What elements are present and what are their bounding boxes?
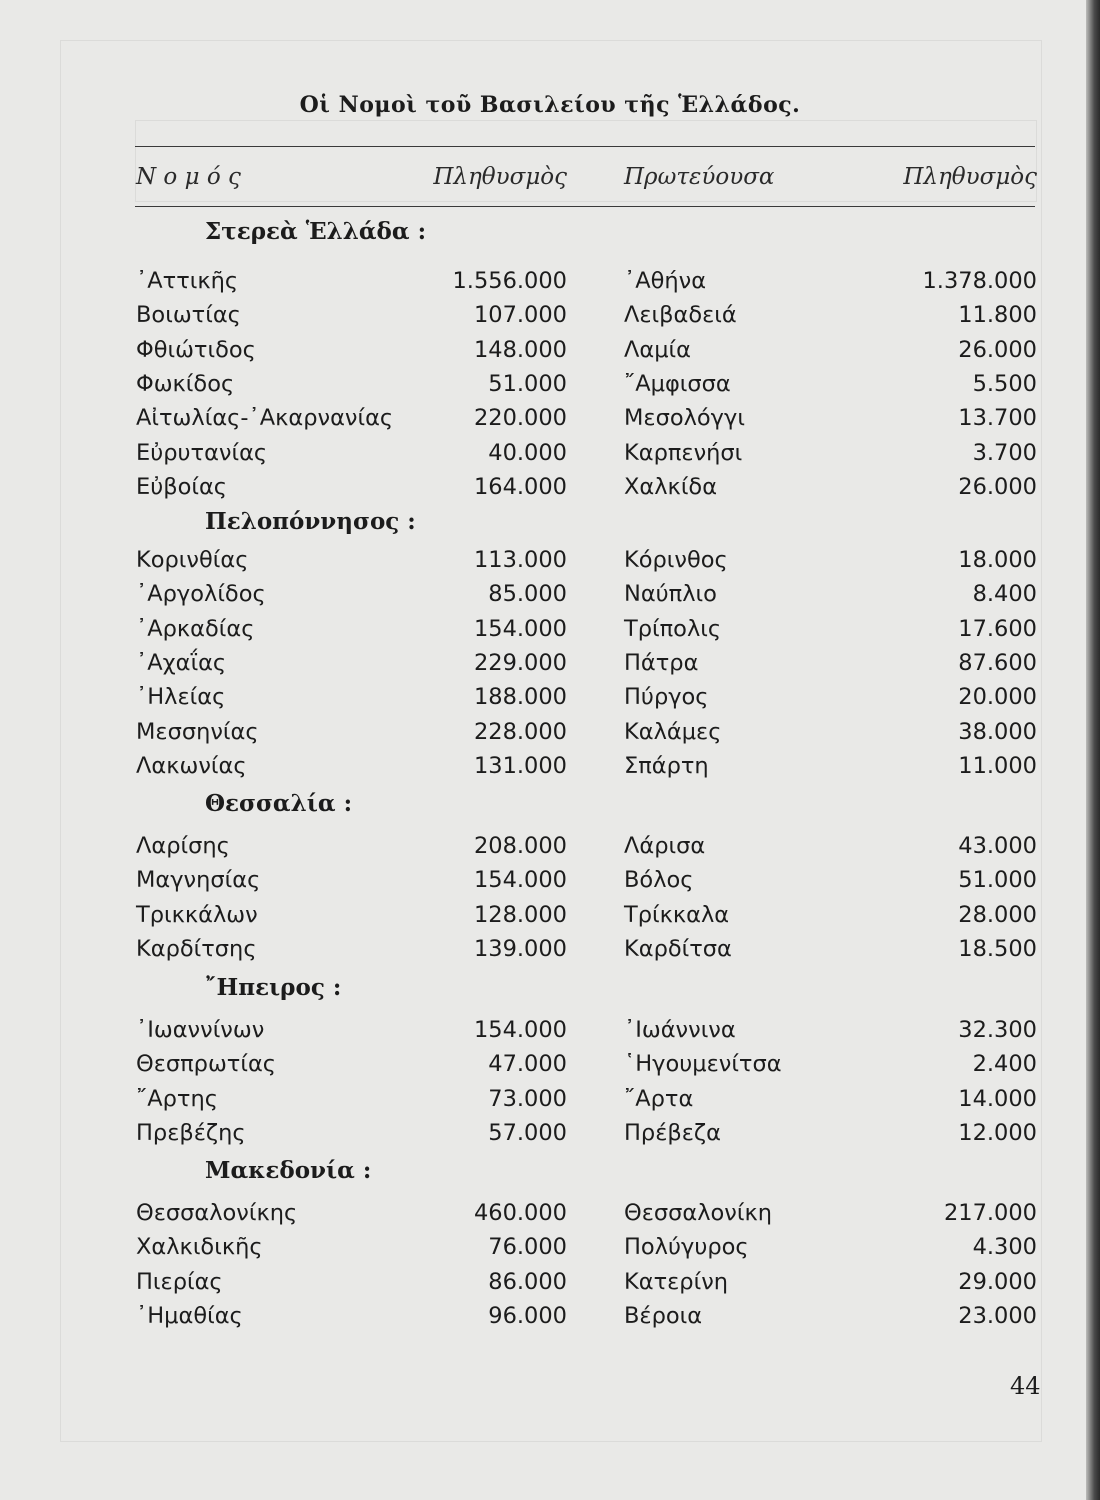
prefecture-population: 76.000 — [488, 1234, 567, 1261]
page-edge-shadow — [1086, 0, 1100, 1500]
capital-population: 38.000 — [958, 718, 1037, 745]
capital-name: Τρίπολις — [624, 615, 722, 642]
prefecture-name: Φθιώτιδος — [136, 336, 256, 363]
capital-population: 29.000 — [958, 1268, 1037, 1295]
section-heading: Θεσσαλία : — [205, 790, 353, 817]
capital-population: 14.000 — [958, 1085, 1037, 1112]
prefecture-population: 40.000 — [488, 439, 567, 466]
capital-population: 18.500 — [958, 935, 1037, 962]
header-plithysmos: Πληθυσμὸς — [433, 164, 567, 190]
capital-population: 217.000 — [943, 1200, 1037, 1226]
capital-population: 1.378.000 — [922, 268, 1037, 294]
prefecture-name: Λακωνίας — [136, 752, 247, 779]
prefecture-name: ᾿Ηλείας — [136, 684, 226, 711]
capital-name: Καλάμες — [624, 718, 722, 745]
capital-population: 8.400 — [972, 581, 1037, 608]
prefecture-population: 51.000 — [488, 370, 567, 397]
prefecture-population: 220.000 — [473, 405, 567, 432]
capital-name: Κόρινθος — [624, 547, 728, 573]
prefecture-name: Χαλκιδικῆς — [136, 1234, 263, 1261]
prefecture-population: 229.000 — [473, 649, 567, 676]
capital-name: Χαλκίδα — [624, 473, 718, 500]
prefecture-name: Τρικκάλων — [136, 901, 258, 928]
capital-population: 51.000 — [958, 867, 1037, 894]
prefecture-name: Εὐρυτανίας — [136, 439, 268, 466]
capital-name: ᾿Ιωάννινα — [624, 1017, 736, 1043]
prefecture-name: Πρεβέζης — [136, 1119, 246, 1146]
prefecture-name: ᾿Αρκαδίας — [136, 615, 255, 642]
section-heading: ῎Ηπειρος : — [205, 974, 342, 1001]
capital-population: 12.000 — [958, 1119, 1037, 1146]
capital-name: Πρέβεζα — [624, 1119, 721, 1146]
prefecture-population: 131.000 — [473, 752, 567, 779]
capital-population: 3.700 — [972, 439, 1037, 466]
prefecture-name: Μαγνησίας — [136, 867, 261, 894]
capital-population: 87.600 — [958, 649, 1037, 676]
prefecture-name: Αἰτωλίας-᾿Ακαρνανίας — [136, 405, 394, 432]
capital-name: ῎Αμφισσα — [624, 370, 731, 397]
header-top-rule — [135, 146, 1035, 147]
capital-population: 11.000 — [958, 752, 1037, 779]
prefecture-name: Μεσσηνίας — [136, 718, 259, 745]
prefecture-name: Καρδίτσης — [136, 935, 257, 962]
prefecture-population: 57.000 — [488, 1119, 567, 1146]
section-heading: Στερεὰ Ἑλλάδα : — [205, 218, 427, 245]
prefecture-name: ᾿Ιωαννίνων — [136, 1017, 265, 1043]
capital-name: Βόλος — [624, 867, 694, 894]
capital-name: Βέροια — [624, 1302, 703, 1329]
prefecture-population: 154.000 — [473, 615, 567, 642]
prefecture-population: 139.000 — [473, 935, 567, 962]
prefecture-population: 208.000 — [473, 833, 567, 859]
page-title: Οἱ Νομοὶ τοῦ Βασιλείου τῆς Ἑλλάδος. — [299, 92, 801, 118]
prefecture-name: ᾿Αργολίδος — [136, 581, 266, 608]
capital-name: Λειβαδειά — [624, 302, 737, 329]
capital-population: 13.700 — [958, 405, 1037, 432]
prefecture-population: 113.000 — [473, 547, 567, 573]
prefecture-name: ᾿Αττικῆς — [136, 268, 239, 294]
prefecture-population: 460.000 — [473, 1200, 567, 1226]
capital-name: Τρίκκαλα — [624, 901, 730, 928]
prefecture-name: ᾿Αχαΐας — [136, 649, 227, 676]
capital-name: Σπάρτη — [624, 752, 709, 779]
capital-name: Καρπενήσι — [624, 439, 743, 466]
section-heading: Μακεδονία : — [205, 1157, 372, 1184]
capital-name: ᾿Αθήνα — [624, 268, 707, 294]
prefecture-name: Εὐβοίας — [136, 473, 228, 500]
capital-population: 23.000 — [958, 1302, 1037, 1329]
prefecture-population: 148.000 — [473, 336, 567, 363]
capital-population: 28.000 — [958, 901, 1037, 928]
header-plithysmos-city: Πληθυσμὸς — [903, 164, 1037, 190]
prefecture-name: Θεσσαλονίκης — [136, 1200, 298, 1226]
capital-name: Ναύπλιο — [624, 581, 717, 608]
prefecture-population: 228.000 — [473, 718, 567, 745]
capital-name: ῎Αρτα — [624, 1085, 694, 1112]
page-number: 44 — [1010, 1372, 1041, 1400]
capital-population: 43.000 — [958, 833, 1037, 859]
capital-name: Κατερίνη — [624, 1268, 729, 1295]
capital-name: Μεσολόγγι — [624, 405, 745, 432]
prefecture-name: Πιερίας — [136, 1268, 223, 1295]
capital-name: Θεσσαλονίκη — [624, 1200, 773, 1226]
capital-name: Λάρισα — [624, 833, 706, 859]
prefecture-population: 85.000 — [488, 581, 567, 608]
header-bottom-rule — [135, 206, 1035, 207]
capital-name: Λαμία — [624, 336, 691, 363]
capital-population: 17.600 — [958, 615, 1037, 642]
prefecture-name: Κορινθίας — [136, 547, 249, 573]
prefecture-population: 1.556.000 — [452, 268, 567, 294]
prefecture-population: 164.000 — [473, 473, 567, 500]
capital-population: 4.300 — [972, 1234, 1037, 1261]
capital-population: 32.300 — [958, 1017, 1037, 1043]
capital-population: 11.800 — [958, 302, 1037, 329]
prefecture-population: 107.000 — [473, 302, 567, 329]
prefecture-population: 154.000 — [473, 1017, 567, 1043]
capital-name: Πύργος — [624, 684, 709, 711]
capital-population: 26.000 — [958, 336, 1037, 363]
capital-population: 5.500 — [972, 370, 1037, 397]
prefecture-name: Βοιωτίας — [136, 302, 241, 329]
prefecture-population: 73.000 — [488, 1085, 567, 1112]
prefecture-name: ῎Αρτης — [136, 1085, 218, 1112]
header-nomos: Ν ο μ ό ς — [136, 164, 241, 190]
prefecture-population: 188.000 — [473, 684, 567, 711]
header-protevousa: Πρωτεύουσα — [624, 164, 775, 190]
prefecture-population: 47.000 — [488, 1051, 567, 1078]
prefecture-population: 154.000 — [473, 867, 567, 894]
capital-name: Πολύγυρος — [624, 1234, 749, 1261]
prefecture-name: Φωκίδος — [136, 370, 235, 397]
section-heading: Πελοπόννησος : — [205, 508, 416, 535]
prefecture-name: Θεσπρωτίας — [136, 1051, 276, 1078]
capital-population: 18.000 — [958, 547, 1037, 573]
prefecture-population: 86.000 — [488, 1268, 567, 1295]
capital-name: Πάτρα — [624, 649, 699, 676]
capital-name: ῾Ηγουμενίτσα — [624, 1051, 782, 1078]
prefecture-population: 96.000 — [488, 1302, 567, 1329]
prefecture-name: ᾿Ημαθίας — [136, 1302, 243, 1329]
prefecture-population: 128.000 — [473, 901, 567, 928]
prefecture-name: Λαρίσης — [136, 833, 230, 859]
capital-population: 26.000 — [958, 473, 1037, 500]
capital-name: Καρδίτσα — [624, 935, 732, 962]
capital-population: 20.000 — [958, 684, 1037, 711]
capital-population: 2.400 — [972, 1051, 1037, 1078]
